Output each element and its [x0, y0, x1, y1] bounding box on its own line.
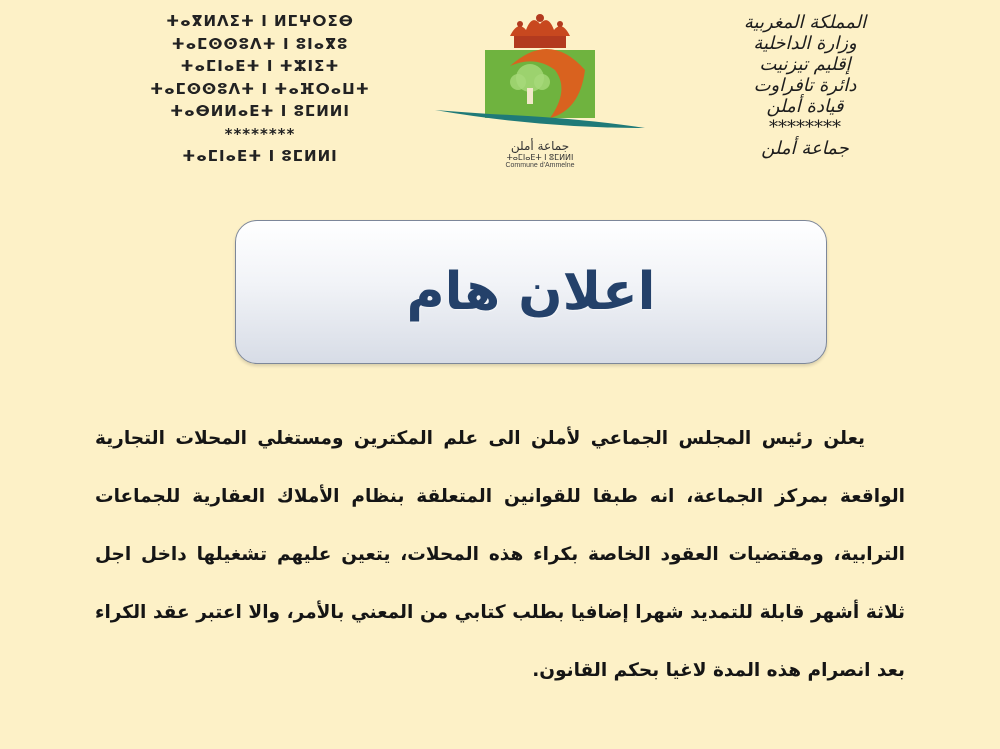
arabic-header-line: جماعة أملن [761, 138, 849, 159]
tifinagh-separator: ******** [224, 124, 296, 143]
tifinagh-line: ⵜⴰⵎⵙⵙⵓⴷⵜ ⵏ ⵓⵏⴰⴳⵓ [171, 34, 349, 53]
crown-icon [510, 14, 570, 48]
tifinagh-header [150, 10, 370, 168]
tifinagh-line: ⵜⴰⵎⵙⵙⵓⴷⵜ ⵏ ⵜⴰⴼⵔⴰⵡⵜ [150, 79, 370, 98]
tifinagh-line: ⵜⴰⵎⵏⴰⴹⵜ ⵏ ⵜⵣⵏⵉⵜ [180, 57, 340, 75]
commune-emblem-icon [430, 10, 650, 140]
arabic-header-line: قيادة أملن [766, 96, 844, 117]
announcement-banner [235, 220, 827, 364]
arabic-header-line: إقليم تيزنيت [759, 54, 851, 75]
arabic-header-line: وزارة الداخلية [753, 33, 857, 54]
banner-title: اعلان هام [406, 262, 656, 322]
arabic-header [690, 12, 920, 159]
logo-french-name: Commune d'Ammelne [505, 162, 575, 169]
logo-tifinagh-name: ⵜⴰⵎⵏⴰⴹⵜ ⵏ ⵓⵎⵍⵍⵏ [506, 153, 574, 162]
arabic-header-separator: ******** [769, 117, 841, 138]
commune-logo [430, 10, 650, 170]
arabic-header-line: المملكة المغربية [743, 12, 867, 33]
tifinagh-line: ⵜⴰⵎⵏⴰⴹⵜ ⵏ ⵓⵎⵍⵍⵏ [182, 147, 338, 165]
arabic-header-line: دائرة تافراوت [753, 75, 857, 96]
tifinagh-line: ⵜⴰⴱⵍⵍⴰⴹⵜ ⵏ ⵓⵎⵍⵍⵏ [170, 102, 350, 120]
announcement-body: يعلن رئيس المجلس الجماعي لأملن الى علم المكترين ومستغلي المحلات التجارية الواقعة بمركز الجماعة، انه طبقا للقوانين المتعلقة بنظام الأملاك العقارية للجماعات الترابية، ومقتضيات العقود الخاصة بكراء هذه المحلات، يتعين عليهم تشغيلها داخل اجل ثلاثة أشهر قابلة للتمديد شهرا إضافيا بطلب كتابي من المعني بالأمر، والا اعتبر عقد الكراء بعد انصرام هذه المدة لاغيا بحكم القانون. [95, 428, 905, 681]
logo-arabic-name: جماعة أملن [510, 139, 570, 153]
tifinagh-line: ⵜⴰⴳⵍⴷⵉⵜ ⵏ ⵍⵎⵖⵔⵉⴱ [166, 12, 354, 30]
